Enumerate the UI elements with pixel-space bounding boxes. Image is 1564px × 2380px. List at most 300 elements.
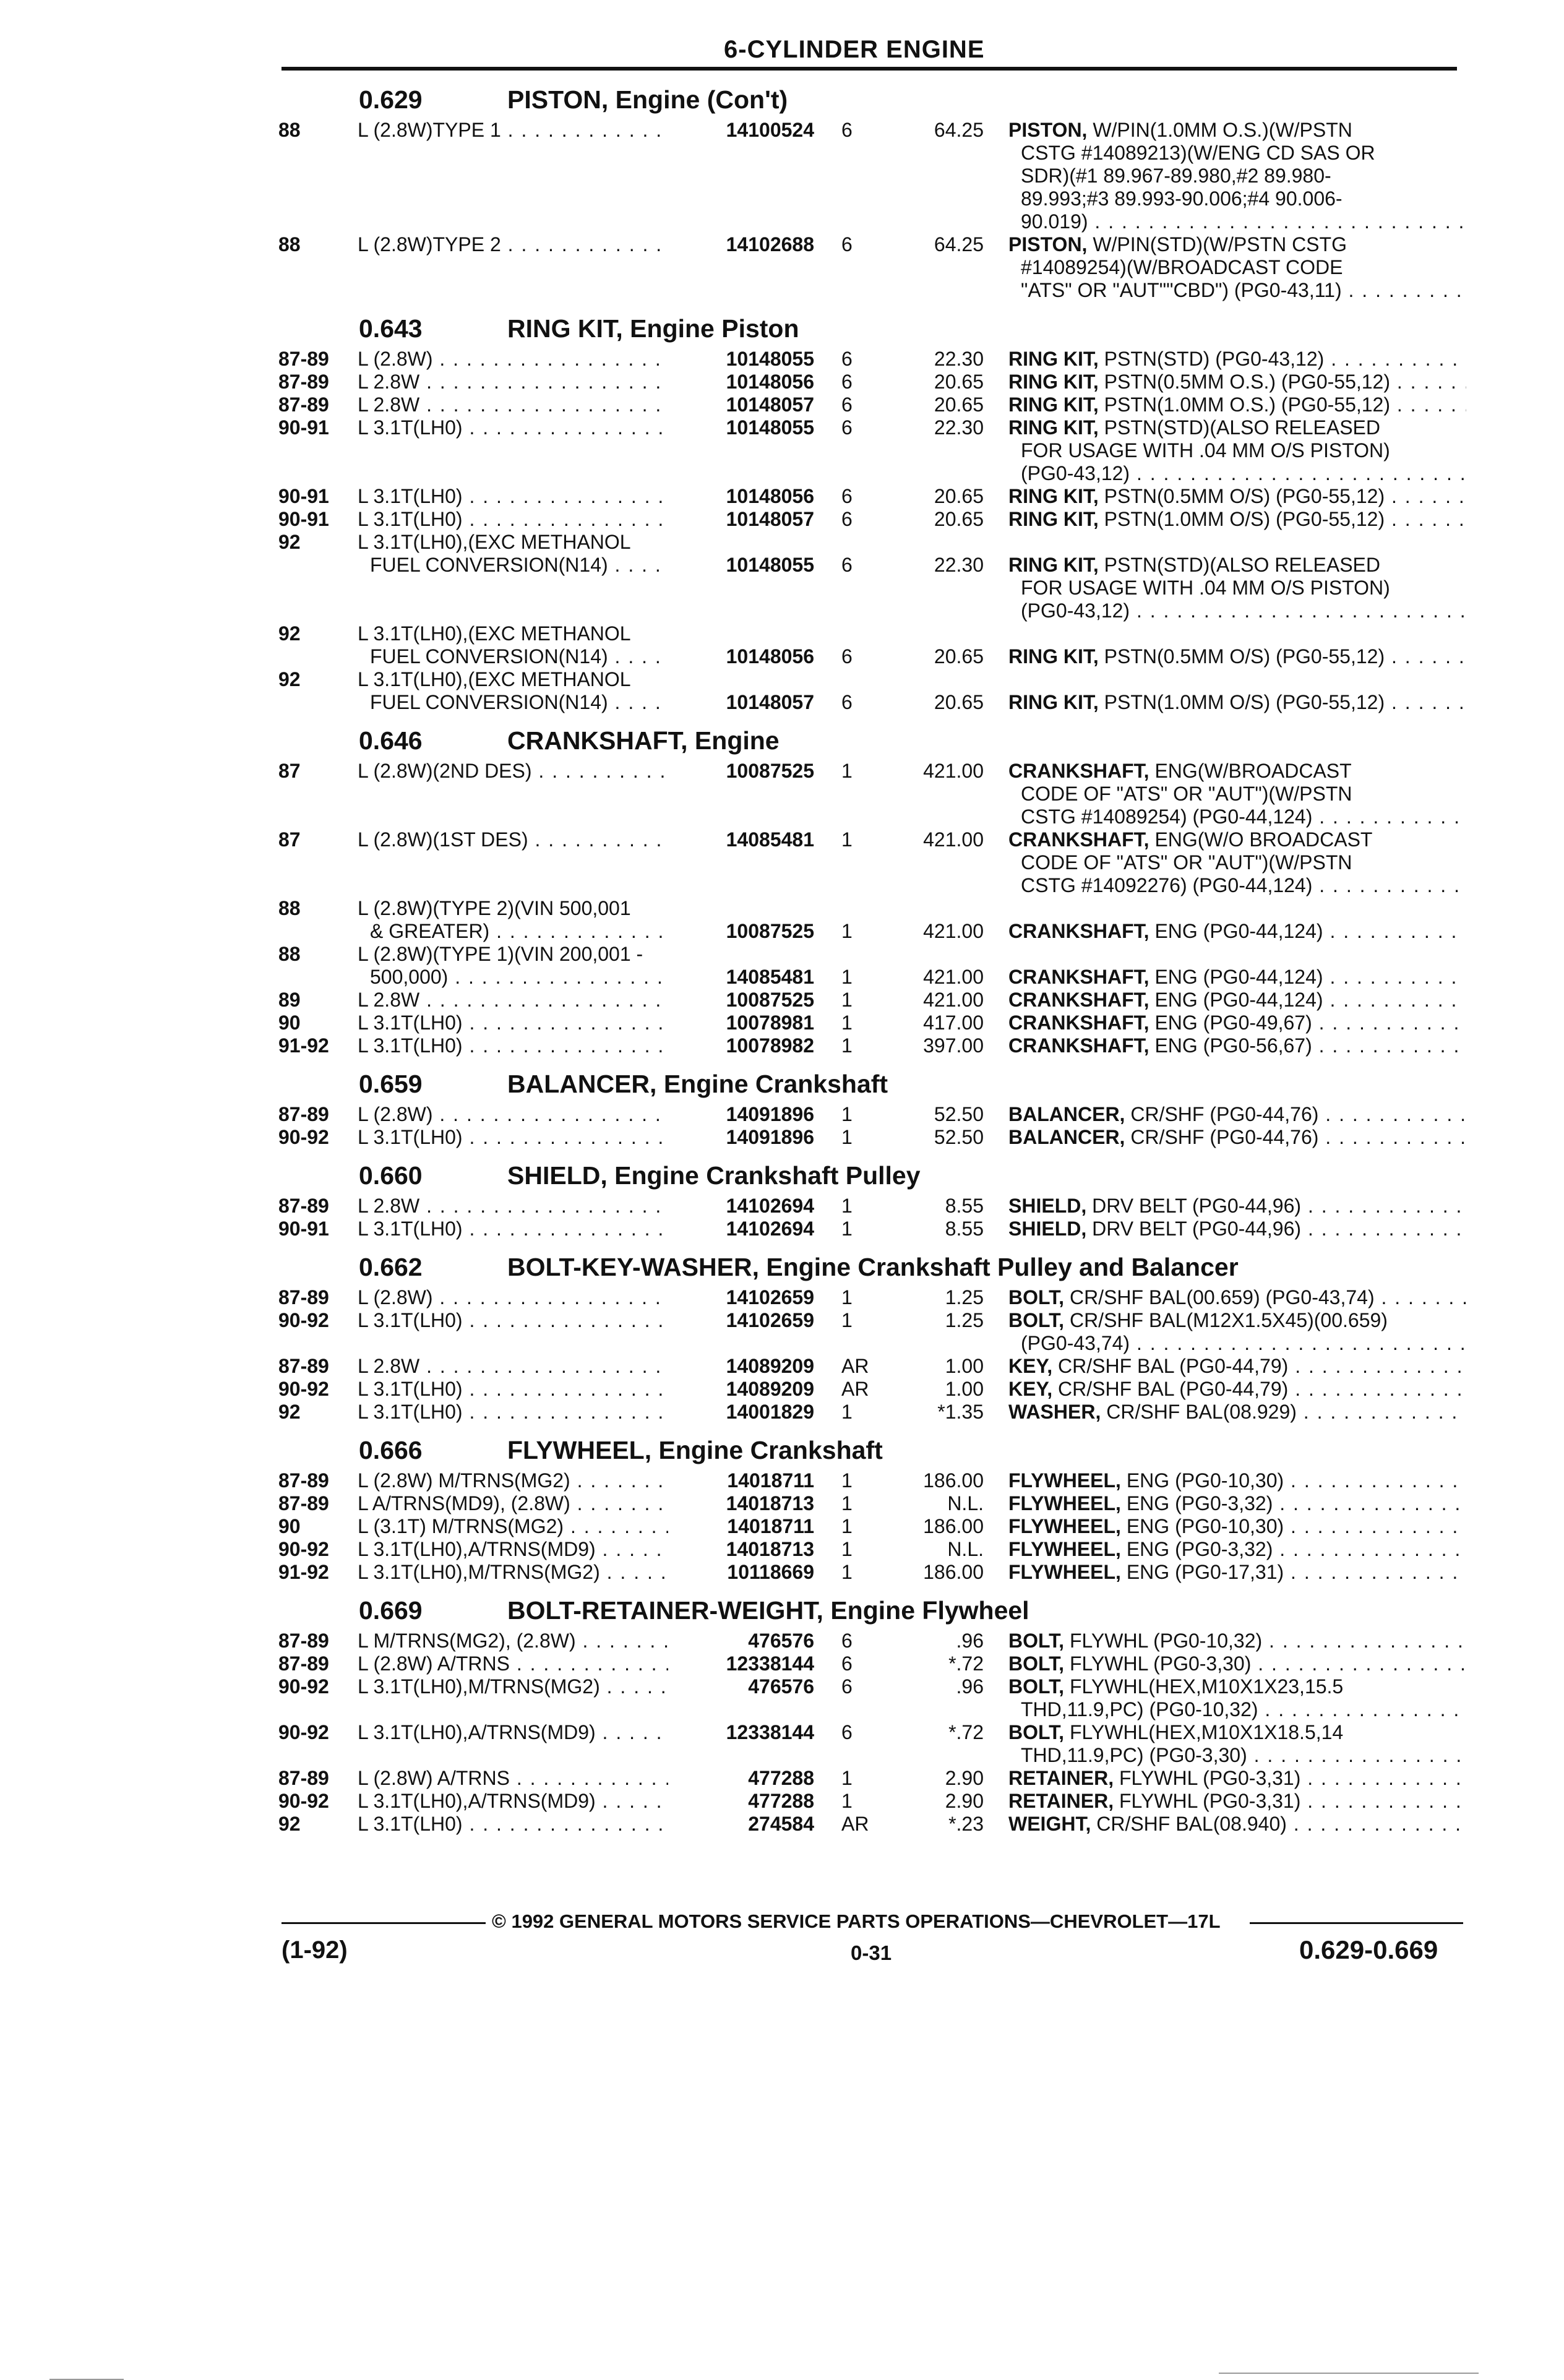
model-application: FUEL CONVERSION(N14) . . .	[370, 691, 716, 714]
model-years: 92	[278, 1401, 301, 1423]
description-text: CR/SHF BAL (PG0-44,79)	[1052, 1355, 1289, 1377]
part-name: CRANKSHAFT,	[1008, 920, 1149, 942]
model-years: 90	[278, 1515, 301, 1537]
model-years: 90	[278, 1012, 301, 1034]
description-continuation: THD,11.9,PC) (PG0-10,32) . . .	[1021, 1698, 1466, 1721]
quantity: 6	[841, 348, 853, 370]
part-description	[1008, 1355, 1466, 1378]
model-application: L (2.8W) M/TRNS(MG2) . . .	[358, 1469, 704, 1492]
list-price: 421.00	[923, 920, 984, 942]
model-application: L 2.8W . . .	[358, 393, 704, 416]
model-application: & GREATER) . . .	[370, 920, 716, 943]
model-application: L 3.1T(LH0) . . .	[358, 1813, 704, 1836]
part-description	[1008, 554, 1466, 577]
model-years: 88	[278, 233, 301, 256]
part-number: 10078981	[668, 1012, 814, 1034]
model-application: L 3.1T(LH0),A/TRNS(MD9) . . .	[358, 1538, 704, 1561]
model-years: 87-89	[278, 1652, 329, 1675]
description-text: ENG (PG0-44,124)	[1149, 989, 1323, 1011]
part-name: BOLT,	[1008, 1652, 1065, 1675]
description-text: ENG(W/BROADCAST	[1149, 760, 1352, 782]
quantity: 6	[841, 1675, 853, 1698]
part-row	[278, 1126, 1466, 1149]
part-description	[1008, 1309, 1466, 1332]
part-number: 476576	[668, 1630, 814, 1652]
footer-date: (1-92)	[281, 1936, 348, 1964]
model-years: 92	[278, 622, 301, 645]
list-price: 64.25	[934, 119, 984, 141]
model-years: 87-89	[278, 1492, 329, 1514]
description-text: ENG (PG0-10,30)	[1120, 1469, 1284, 1492]
quantity: 6	[841, 1652, 853, 1675]
part-number: 10148057	[668, 508, 814, 531]
quantity: 6	[841, 233, 853, 256]
part-row	[278, 1355, 1466, 1378]
model-application: L 3.1T(LH0) . . .	[358, 1378, 704, 1401]
quantity: 6	[841, 554, 853, 576]
quantity: 1	[841, 1538, 853, 1560]
list-price: 1.00	[945, 1355, 984, 1377]
part-number: 14018713	[668, 1492, 814, 1515]
part-number: 10148057	[668, 393, 814, 416]
list-price: 421.00	[923, 828, 984, 851]
part-description	[1008, 1401, 1466, 1424]
quantity: 6	[841, 371, 853, 393]
section-title: BALANCER, Engine Crankshaft	[507, 1070, 888, 1098]
part-number: 10148056	[668, 371, 814, 393]
part-name: BOLT,	[1008, 1309, 1065, 1331]
part-row	[278, 828, 1466, 897]
list-price: N.L.	[947, 1492, 984, 1514]
part-description	[1008, 508, 1466, 531]
part-name: CRANKSHAFT,	[1008, 989, 1149, 1011]
list-price: 417.00	[923, 1012, 984, 1034]
model-years: 87-89	[278, 1103, 329, 1125]
scan-artifact	[1219, 2373, 1479, 2374]
list-price: 22.30	[934, 348, 984, 370]
part-name: RING KIT,	[1008, 416, 1099, 439]
model-application: L 3.1T(LH0),M/TRNS(MG2) . . .	[358, 1561, 704, 1584]
part-row	[278, 1767, 1466, 1790]
part-name: RETAINER,	[1008, 1790, 1114, 1812]
model-years: 89	[278, 989, 301, 1011]
description-text: PSTN(STD) (PG0-43,12)	[1098, 348, 1325, 370]
description-text: CR/SHF (PG0-44,76)	[1125, 1126, 1319, 1148]
part-row	[278, 760, 1466, 828]
part-row	[278, 371, 1466, 393]
part-name: CRANKSHAFT,	[1008, 966, 1149, 988]
part-name: CRANKSHAFT,	[1008, 1012, 1149, 1034]
part-description	[1008, 1767, 1466, 1790]
description-continuation: SDR)(#1 89.967-89.980,#2 89.980-	[1021, 165, 1331, 187]
model-application: L (2.8W) A/TRNS . . .	[358, 1652, 704, 1675]
description-text: DRV BELT (PG0-44,96)	[1086, 1195, 1302, 1217]
model-application: L 2.8W . . .	[358, 1195, 704, 1218]
model-years: 90-91	[278, 485, 329, 507]
model-application: L M/TRNS(MG2), (2.8W) . . .	[358, 1630, 704, 1652]
part-row	[278, 508, 1466, 531]
model-application: L 3.1T(LH0),(EXC METHANOL	[358, 622, 631, 645]
part-description	[1008, 645, 1466, 668]
part-name: KEY,	[1008, 1378, 1053, 1400]
quantity: 1	[841, 989, 853, 1011]
model-years: 90-92	[278, 1790, 329, 1812]
description-text: W/PIN(STD)(W/PSTN CSTG	[1087, 233, 1347, 256]
model-application: L (2.8W) A/TRNS . . .	[358, 1767, 704, 1790]
quantity: 6	[841, 691, 853, 713]
model-years: 87-89	[278, 348, 329, 370]
model-application: FUEL CONVERSION(N14) . . .	[370, 645, 716, 668]
part-description	[1008, 966, 1466, 989]
model-application: L (2.8W)(2ND DES) . . .	[358, 760, 704, 783]
part-description	[1008, 1561, 1466, 1584]
part-description	[1008, 1034, 1466, 1057]
part-number: 10078982	[668, 1034, 814, 1057]
description-text: PSTN(1.0MM O.S.) (PG0-55,12)	[1098, 393, 1390, 416]
part-description	[1008, 1378, 1466, 1401]
description-text: FLYWHL(HEX,M10X1X23,15.5	[1064, 1675, 1344, 1698]
part-number: 274584	[668, 1813, 814, 1836]
footer-group-range: 0.629-0.669	[1299, 1935, 1438, 1964]
part-name: FLYWHEEL,	[1008, 1538, 1121, 1560]
description-text: ENG (PG0-44,124)	[1149, 966, 1323, 988]
part-row	[278, 1538, 1466, 1561]
part-description	[1008, 1469, 1466, 1492]
part-number: 10148056	[668, 645, 814, 668]
part-row	[278, 1515, 1466, 1538]
list-price: 8.55	[945, 1218, 984, 1240]
quantity: 1	[841, 1103, 853, 1125]
part-name: BOLT,	[1008, 1286, 1065, 1308]
quantity: 1	[841, 828, 853, 851]
quantity: AR	[841, 1813, 869, 1835]
list-price: 8.55	[945, 1195, 984, 1217]
model-application: L 2.8W . . .	[358, 1355, 704, 1378]
model-application: L (2.8W)(TYPE 2)(VIN 500,001	[358, 897, 631, 919]
list-price: .96	[956, 1630, 984, 1652]
description-text: FLYWHL (PG0-3,31)	[1114, 1767, 1301, 1789]
footer-page-number: 0-31	[851, 1941, 892, 1964]
model-application: L (3.1T) M/TRNS(MG2) . . .	[358, 1515, 704, 1538]
description-text: CR/SHF BAL(M12X1.5X45)(00.659)	[1064, 1309, 1388, 1331]
model-application: L 3.1T(LH0),(EXC METHANOL	[358, 531, 631, 553]
list-price: 186.00	[923, 1515, 984, 1537]
part-name: FLYWHEEL,	[1008, 1469, 1121, 1492]
part-description	[1008, 1195, 1466, 1218]
list-price: .96	[956, 1675, 984, 1698]
list-price: 64.25	[934, 233, 984, 256]
section-code: 0.646	[359, 726, 423, 755]
section-header	[278, 1149, 1466, 1195]
part-number: 10087525	[668, 920, 814, 943]
model-application: L 2.8W . . .	[358, 371, 704, 393]
description-text: FLYWHL(HEX,M10X1X18.5,14	[1064, 1721, 1344, 1743]
list-price: 2.90	[945, 1767, 984, 1789]
model-application: L 3.1T(LH0) . . .	[358, 1309, 704, 1332]
model-application: L 3.1T(LH0) . . .	[358, 1012, 704, 1034]
model-years: 87	[278, 760, 301, 782]
quantity: 1	[841, 920, 853, 942]
section-code: 0.669	[359, 1596, 423, 1625]
model-years: 91-92	[278, 1034, 329, 1057]
section-code: 0.643	[359, 314, 423, 343]
list-price: *1.35	[937, 1401, 984, 1423]
model-application: L (2.8W)(1ST DES) . . .	[358, 828, 704, 851]
part-row	[278, 989, 1466, 1012]
footer-rule-left	[281, 1922, 486, 1924]
description-text: CR/SHF (PG0-44,76)	[1125, 1103, 1319, 1125]
list-price: 20.65	[934, 371, 984, 393]
description-text: PSTN(STD)(ALSO RELEASED	[1098, 416, 1380, 439]
description-text: ENG (PG0-56,67)	[1149, 1034, 1312, 1057]
part-row	[278, 1630, 1466, 1652]
part-number: 14085481	[668, 828, 814, 851]
part-name: FLYWHEEL,	[1008, 1492, 1121, 1514]
description-continuation: CSTG #14089254) (PG0-44,124) . . .	[1021, 806, 1466, 828]
quantity: 1	[841, 1218, 853, 1240]
section-title: SHIELD, Engine Crankshaft Pulley	[507, 1161, 921, 1190]
model-application: FUEL CONVERSION(N14) . . .	[370, 554, 716, 577]
part-number: 10148055	[668, 416, 814, 439]
part-number: 12338144	[668, 1721, 814, 1744]
description-continuation: (PG0-43,74) . . .	[1021, 1332, 1466, 1355]
description-text: DRV BELT (PG0-44,96)	[1086, 1218, 1302, 1240]
description-text: ENG(W/O BROADCAST	[1149, 828, 1373, 851]
quantity: 6	[841, 393, 853, 416]
part-name: BOLT,	[1008, 1630, 1065, 1652]
part-number: 14102694	[668, 1195, 814, 1218]
model-application: L (2.8W)TYPE 2 . . .	[358, 233, 704, 256]
part-name: CRANKSHAFT,	[1008, 760, 1149, 782]
model-years: 92	[278, 531, 301, 553]
description-continuation: FOR USAGE WITH .04 MM O/S PISTON)	[1021, 577, 1390, 599]
model-years: 87-89	[278, 1286, 329, 1308]
model-application: L 3.1T(LH0),M/TRNS(MG2) . . .	[358, 1675, 704, 1698]
quantity: AR	[841, 1355, 869, 1377]
part-name: RING KIT,	[1008, 348, 1099, 370]
quantity: 1	[841, 1790, 853, 1812]
list-price: 1.00	[945, 1378, 984, 1400]
description-text: ENG (PG0-3,32)	[1120, 1492, 1273, 1514]
part-name: RING KIT,	[1008, 371, 1099, 393]
model-application: L (2.8W) . . .	[358, 1286, 704, 1309]
part-name: RETAINER,	[1008, 1767, 1114, 1789]
section-title: BOLT-KEY-WASHER, Engine Crankshaft Pulley and Balancer	[507, 1253, 1239, 1281]
model-application: L (2.8W) . . .	[358, 1103, 704, 1126]
list-price: *.23	[948, 1813, 984, 1835]
model-years: 90-91	[278, 416, 329, 439]
part-number: 12338144	[668, 1652, 814, 1675]
section-code: 0.662	[359, 1253, 423, 1281]
model-years: 87-89	[278, 1355, 329, 1377]
section-title: CRANKSHAFT, Engine	[507, 726, 780, 755]
part-row	[278, 1378, 1466, 1401]
section-code: 0.666	[359, 1436, 423, 1464]
part-row	[278, 1813, 1466, 1836]
quantity: 6	[841, 485, 853, 507]
part-name: RING KIT,	[1008, 393, 1099, 416]
part-row	[278, 1492, 1466, 1515]
description-text: W/PIN(1.0MM O.S.)(W/PSTN	[1087, 119, 1352, 141]
list-price: 186.00	[923, 1561, 984, 1583]
part-description	[1008, 1675, 1466, 1698]
description-text: ENG (PG0-49,67)	[1149, 1012, 1312, 1034]
model-years: 90-91	[278, 508, 329, 530]
description-text: CR/SHF BAL(08.940)	[1091, 1813, 1287, 1835]
part-name: FLYWHEEL,	[1008, 1515, 1121, 1537]
footer-copyright: © 1992 GENERAL MOTORS SERVICE PARTS OPERATIONS—CHEVROLET—17L	[492, 1910, 1221, 1932]
part-description	[1008, 760, 1466, 783]
part-description	[1008, 691, 1466, 714]
description-continuation: CODE OF "ATS" OR "AUT")(W/PSTN	[1021, 783, 1352, 805]
list-price: 52.50	[934, 1126, 984, 1148]
list-price: 20.65	[934, 508, 984, 530]
part-description	[1008, 393, 1466, 416]
part-row	[278, 1103, 1466, 1126]
description-continuation: 90.019) . . .	[1021, 210, 1466, 233]
model-years: 90-92	[278, 1721, 329, 1743]
part-number: 10148057	[668, 691, 814, 714]
description-text: PSTN(0.5MM O/S) (PG0-55,12)	[1098, 645, 1385, 668]
part-row	[278, 1034, 1466, 1057]
list-price: 20.65	[934, 393, 984, 416]
model-years: 87-89	[278, 1767, 329, 1789]
part-row	[278, 1469, 1466, 1492]
description-continuation: CODE OF "ATS" OR "AUT")(W/PSTN	[1021, 851, 1352, 874]
quantity: 1	[841, 1309, 853, 1331]
part-description	[1008, 1538, 1466, 1561]
section-title: BOLT-RETAINER-WEIGHT, Engine Flywheel	[507, 1596, 1029, 1625]
list-price: 20.65	[934, 691, 984, 713]
part-description	[1008, 371, 1466, 393]
section-header	[278, 302, 1466, 348]
part-number: 10148056	[668, 485, 814, 508]
model-application: L 3.1T(LH0),A/TRNS(MD9) . . .	[358, 1721, 704, 1744]
section-header	[278, 714, 1466, 760]
quantity: 6	[841, 645, 853, 668]
model-application: L 3.1T(LH0) . . .	[358, 416, 704, 439]
part-number: 14091896	[668, 1103, 814, 1126]
quantity: 1	[841, 966, 853, 988]
part-name: SHIELD,	[1008, 1195, 1087, 1217]
model-application: L 3.1T(LH0),(EXC METHANOL	[358, 668, 631, 690]
quantity: 1	[841, 1012, 853, 1034]
description-continuation: FOR USAGE WITH .04 MM O/S PISTON)	[1021, 439, 1390, 462]
section-header	[278, 1424, 1466, 1469]
list-price: 1.25	[945, 1309, 984, 1331]
quantity: 1	[841, 1469, 853, 1492]
part-name: CRANKSHAFT,	[1008, 1034, 1149, 1057]
part-row	[278, 1218, 1466, 1240]
part-number: 14089209	[668, 1355, 814, 1378]
part-row	[278, 943, 1466, 989]
quantity: 1	[841, 1286, 853, 1308]
part-row	[278, 1561, 1466, 1584]
part-name: BALANCER,	[1008, 1126, 1125, 1148]
part-name: CRANKSHAFT,	[1008, 828, 1149, 851]
model-years: 87-89	[278, 393, 329, 416]
model-years: 90-91	[278, 1218, 329, 1240]
part-description	[1008, 1218, 1466, 1240]
model-years: 88	[278, 119, 301, 141]
part-description	[1008, 828, 1466, 851]
part-name: BOLT,	[1008, 1675, 1065, 1698]
part-row	[278, 622, 1466, 668]
list-price: N.L.	[947, 1538, 984, 1560]
description-text: CR/SHF BAL (PG0-44,79)	[1052, 1378, 1289, 1400]
part-row	[278, 531, 1466, 622]
model-application: L 2.8W . . .	[358, 989, 704, 1012]
description-text: ENG (PG0-44,124)	[1149, 920, 1323, 942]
description-text: PSTN(1.0MM O/S) (PG0-55,12)	[1098, 691, 1385, 713]
section-code: 0.629	[359, 85, 423, 114]
description-text: CR/SHF BAL(00.659) (PG0-43,74)	[1064, 1286, 1375, 1308]
quantity: 6	[841, 416, 853, 439]
part-number: 14085481	[668, 966, 814, 989]
part-description	[1008, 1721, 1466, 1744]
part-description	[1008, 920, 1466, 943]
quantity: 1	[841, 1034, 853, 1057]
part-number: 10118669	[668, 1561, 814, 1584]
part-description	[1008, 1103, 1466, 1126]
part-name: RING KIT,	[1008, 645, 1099, 668]
part-name: PISTON,	[1008, 119, 1088, 141]
list-price: 22.30	[934, 554, 984, 576]
part-description	[1008, 1012, 1466, 1034]
description-text: ENG (PG0-10,30)	[1120, 1515, 1284, 1537]
list-price: 20.65	[934, 645, 984, 668]
model-application: L 3.1T(LH0) . . .	[358, 1034, 704, 1057]
list-price: 1.25	[945, 1286, 984, 1308]
part-description	[1008, 1286, 1466, 1309]
description-text: PSTN(0.5MM O.S.) (PG0-55,12)	[1098, 371, 1390, 393]
section-title: PISTON, Engine (Con't)	[507, 85, 788, 114]
part-description	[1008, 1630, 1466, 1652]
part-name: FLYWHEEL,	[1008, 1561, 1121, 1583]
quantity: 1	[841, 1515, 853, 1537]
part-name: RING KIT,	[1008, 508, 1099, 530]
model-application: L 3.1T(LH0) . . .	[358, 485, 704, 508]
description-text: ENG (PG0-3,32)	[1120, 1538, 1273, 1560]
quantity: 1	[841, 1561, 853, 1583]
model-application: L 3.1T(LH0) . . .	[358, 508, 704, 531]
part-name: SHIELD,	[1008, 1218, 1087, 1240]
model-years: 90-92	[278, 1538, 329, 1560]
list-price: 2.90	[945, 1790, 984, 1812]
model-years: 87-89	[278, 1195, 329, 1217]
part-number: 14102659	[668, 1309, 814, 1332]
part-row	[278, 1309, 1466, 1355]
model-application: 500,000) . . .	[370, 966, 716, 989]
part-description	[1008, 119, 1466, 142]
model-years: 88	[278, 943, 301, 965]
section-code: 0.660	[359, 1161, 423, 1190]
part-description	[1008, 1652, 1466, 1675]
page-header-title: 6-CYLINDER ENGINE	[724, 36, 985, 63]
part-description	[1008, 233, 1466, 256]
model-application: L 3.1T(LH0),A/TRNS(MD9) . . .	[358, 1790, 704, 1813]
description-continuation: (PG0-43,12) . . .	[1021, 462, 1466, 485]
quantity: 1	[841, 1401, 853, 1423]
part-row	[278, 1195, 1466, 1218]
part-row	[278, 1401, 1466, 1424]
list-price: 20.65	[934, 485, 984, 507]
model-years: 87-89	[278, 1630, 329, 1652]
quantity: 6	[841, 1721, 853, 1743]
quantity: 1	[841, 1492, 853, 1514]
part-row	[278, 233, 1466, 302]
description-continuation: CSTG #14089213)(W/ENG CD SAS OR	[1021, 142, 1375, 164]
